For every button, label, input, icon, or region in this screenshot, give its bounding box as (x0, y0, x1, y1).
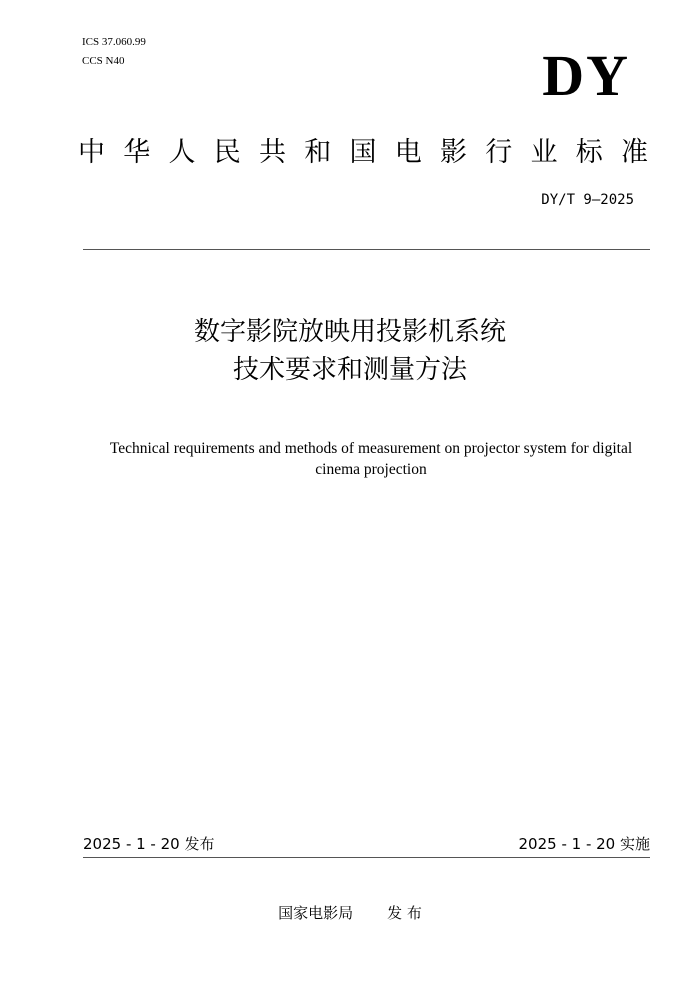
title-char: 电 (394, 137, 422, 168)
standard-category-title (78, 136, 648, 170)
ccs-code: CCS N40 (82, 55, 125, 67)
title-char: 标 (575, 137, 603, 168)
title-char: 行 (485, 137, 513, 168)
title-char: 中 (78, 137, 105, 168)
standard-code: DY/T 9—2025 (541, 192, 634, 208)
title-char: 共 (259, 137, 286, 168)
implement-date: 2025 - 1 - 20 实施 (518, 835, 650, 853)
title-char: 国 (349, 137, 377, 168)
chinese-title-line-1: 数字影院放映用投影机系统 (193, 317, 506, 347)
title-char: 人 (168, 137, 196, 168)
english-title-line-2: cinema projection (315, 461, 427, 478)
title-char: 民 (213, 137, 241, 168)
chinese-title-line-2: 技术要求和测量方法 (232, 355, 467, 385)
issuer (0, 903, 700, 923)
top-divider (83, 249, 650, 250)
english-title (80, 438, 662, 480)
publish-date: 2025 - 1 - 20 发布 (83, 835, 215, 853)
title-char: 和 (304, 137, 332, 168)
chinese-title (0, 313, 700, 389)
title-char: 影 (440, 137, 467, 168)
title-char: 业 (530, 137, 558, 168)
issuer-name: 国家电影局 (278, 904, 354, 922)
title-char: 准 (621, 137, 648, 168)
dy-logo: DY (542, 43, 630, 108)
title-char: 华 (123, 137, 151, 168)
ics-code: ICS 37.060.99 (82, 36, 146, 48)
english-title-line-1: Technical requirements and methods of measurement on projector system for digital (109, 440, 633, 457)
bottom-divider (83, 857, 650, 858)
issuer-action: 发 布 (387, 904, 422, 922)
